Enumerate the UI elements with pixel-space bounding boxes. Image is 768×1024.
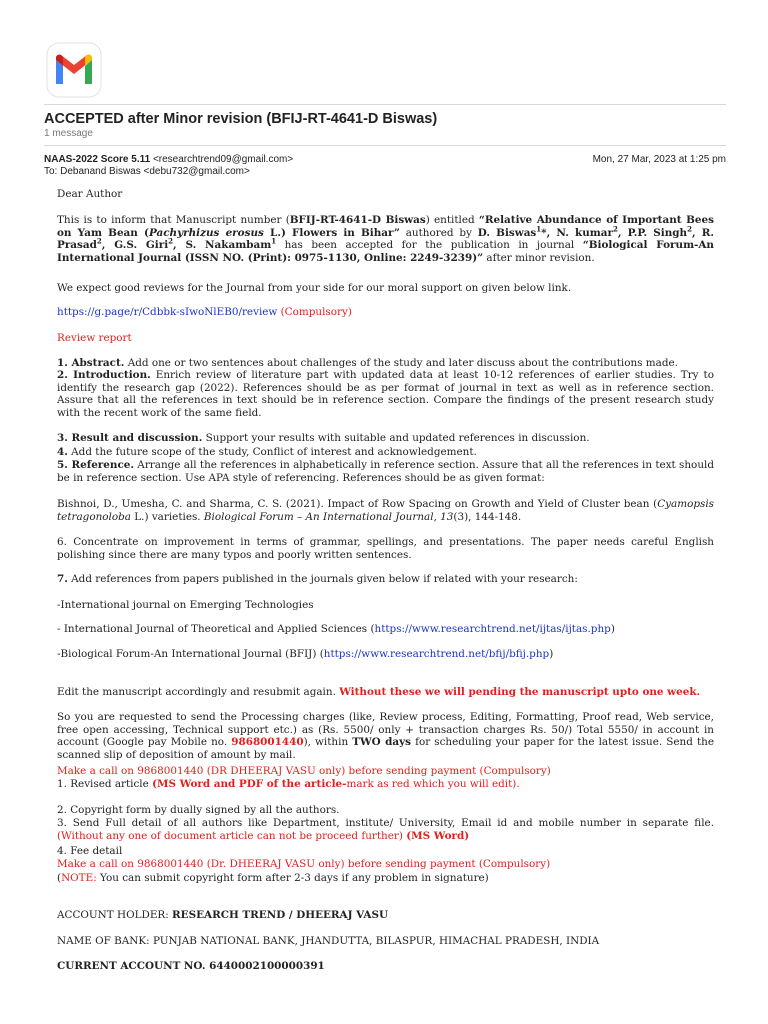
item-future-scope: 4. Add the future scope of the study, Conflict of interest and acknowledgement. bbox=[57, 446, 477, 458]
call-note-2: Make a call on 9868001440 (Dr. DHEERAJ VASU only) before sending payment (Compulsory) bbox=[57, 858, 551, 870]
acceptance-paragraph: This is to inform that Manuscript number (BFIJ-RT-4641-D Biswas) entitled “Relative Abundance of Important Bees on Yam Bean (Pachyrhizus erosus L.) Flowers in Bihar” authored by D. Biswas$^1$*, N. kumar$^2$, P.P. Singh$^2$, R. Prasad$^2$, G.S. Giri$^2$, S. Nakambam$^1$ has been accepted for the publication in journal “Biological Forum-An International Journal (ISSN NO. (Print): 0975-1130, Online: 2249-3239)” after minor revision. bbox=[57, 214, 714, 264]
gmail-logo-icon bbox=[46, 42, 102, 98]
list-copyright: 2. Copyright form by dually signed by all the authors. bbox=[57, 804, 340, 816]
account-number: CURRENT ACCOUNT NO. 6440002100000391 bbox=[57, 960, 325, 972]
item-add-references: 7. Add references from papers published in the journals given below if related with your research: bbox=[57, 573, 578, 585]
list-author-details: 3. Send Full detail of all authors like Department, institute/ University, Email id and mobile number in separate file. (Without any one of document article can not be proceed further) (MS Word) bbox=[57, 817, 714, 842]
item-grammar: 6. Concentrate on improvement in terms of grammar, spellings, and presentations. The paper needs careful English polishing since there are many typos and poorly written sentences. bbox=[57, 536, 714, 561]
to-label: To: bbox=[44, 166, 58, 177]
journal-3-link[interactable]: https://www.researchtrend.net/bfij/bfij.php bbox=[323, 648, 550, 660]
header-divider-top bbox=[44, 104, 726, 105]
sender-email: <researchtrend09@gmail.com> bbox=[152, 154, 294, 165]
copyright-note: (NOTE: You can submit copyright form after 2-3 days if any problem in signature) bbox=[57, 872, 489, 884]
email-subject: ACCEPTED after Minor revision (BFIJ-RT-4641-D Biswas) bbox=[44, 111, 438, 127]
journal-3: -Biological Forum-An International Journal (BFIJ) (https://www.researchtrend.net/bfij/bfij.php) bbox=[57, 648, 554, 660]
call-note-1: Make a call on 9868001440 (DR DHEERAJ VASU only) before sending payment (Compulsory) bbox=[57, 765, 551, 777]
message-count: 1 message bbox=[44, 128, 93, 139]
header-divider-bottom bbox=[44, 145, 726, 146]
list-fee-detail: 4. Fee detail bbox=[57, 845, 123, 857]
payment-paragraph: So you are requested to send the Processing charges (like, Review process, Editing, Formatting, Proof read, Web service, free open accessing, Technical support etc.) as (Rs. 5500/ only + transaction charges Rs. 50/) Total 5550/ in account in account (Google pay Mobile no. 9868001440), within TWO days for scheduling your paper for the latest issue. Send the scanned slip of deposition of amount by mail. bbox=[57, 711, 714, 761]
sender-line bbox=[44, 154, 293, 165]
account-holder: ACCOUNT HOLDER: RESEARCH TREND / DHEERAJ VASU bbox=[57, 909, 389, 921]
edit-instruction: Edit the manuscript accordingly and resubmit again. Without these we will pending the manuscript upto one week. bbox=[57, 686, 701, 698]
reference-example: Bishnoi, D., Umesha, C. and Sharma, C. S. (2021). Impact of Row Spacing on Growth and Yield of Cluster bean (Cyamopsis tetragonoloba L.) varieties. Biological Forum – An International Journal, 13(3), 144-148. bbox=[57, 498, 714, 523]
recipient-line bbox=[44, 166, 250, 177]
sender-name: NAAS-2022 Score 5.11 bbox=[44, 154, 151, 165]
journal-2: - International Journal of Theoretical and Applied Sciences (https://www.researchtrend.net/ijtas/ijtas.php) bbox=[57, 623, 615, 635]
greeting: Dear Author bbox=[57, 188, 123, 200]
journal-1: -International journal on Emerging Technologies bbox=[57, 599, 314, 611]
list-revised-article: 1. Revised article (MS Word and PDF of the article-mark as red which you will edit). bbox=[57, 778, 520, 790]
item-reference: 5. Reference. Arrange all the references in alphabetically in reference section. Assure that all the references in text should be in reference section. Use APA style of referencing. References should be as given format: bbox=[57, 459, 714, 484]
review-report-heading: Review report bbox=[57, 332, 132, 344]
review-link-line: https://g.page/r/Cdbbk-sIwoNlEB0/review (Compulsory) bbox=[57, 306, 352, 318]
bank-name: NAME OF BANK: PUNJAB NATIONAL BANK, JHANDUTTA, BILASPUR, HIMACHAL PRADESH, INDIA bbox=[57, 935, 600, 947]
review-link[interactable]: https://g.page/r/Cdbbk-sIwoNlEB0/review bbox=[57, 306, 278, 318]
item-introduction: 2. Introduction. Enrich review of literature part with updated data at least 10-12 references of earlier studies. Try to identify the research gap (2022). References should be as per format of journal in text as well as in reference section. Assure that all the references in text should be in reference section. Compare the findings of the present research study with the recent work of the same field. bbox=[57, 369, 714, 419]
item-abstract: 1. Abstract. Add one or two sentences about challenges of the study and later discuss about the contributions made. bbox=[57, 357, 678, 369]
review-request: We expect good reviews for the Journal from your side for our moral support on given below link. bbox=[57, 282, 572, 294]
recipient-value: Debanand Biswas <debu732@gmail.com> bbox=[60, 166, 250, 177]
email-date: Mon, 27 Mar, 2023 at 1:25 pm bbox=[592, 154, 726, 165]
item-results: 3. Result and discussion. Support your results with suitable and updated references in discussion. bbox=[57, 432, 590, 444]
journal-2-link[interactable]: https://www.researchtrend.net/ijtas/ijtas.php bbox=[374, 623, 611, 635]
